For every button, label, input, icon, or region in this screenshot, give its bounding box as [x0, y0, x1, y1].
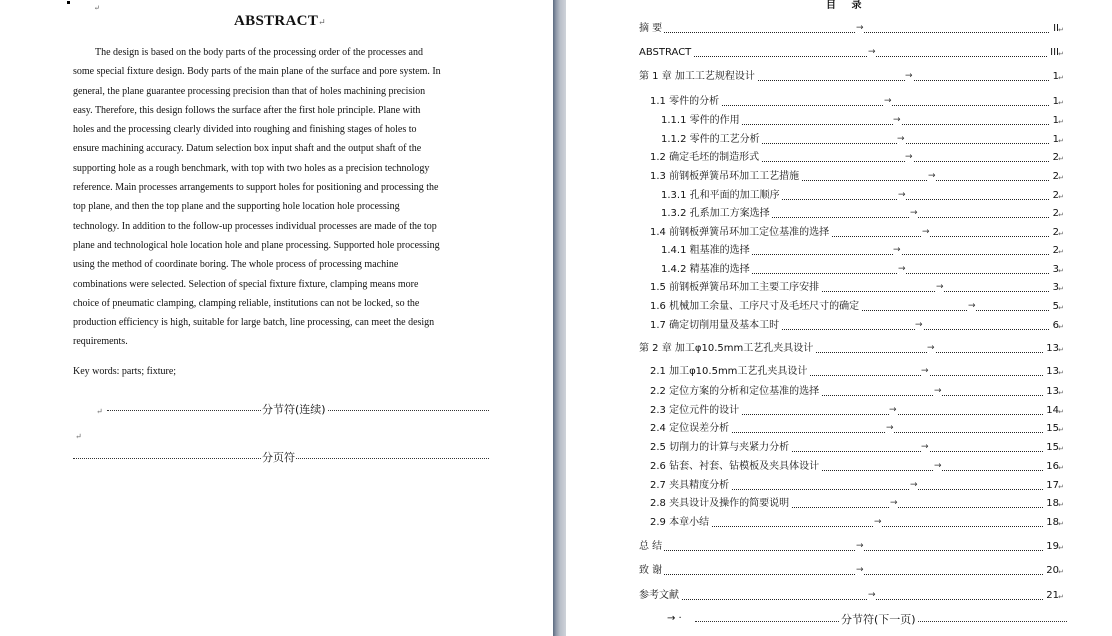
toc-entry-page-number: III [1050, 47, 1059, 58]
tab-arrow-icon: → [897, 134, 905, 144]
abstract-line: some special fixture design. Body parts of the main plane of the surface and pore system. In [73, 66, 441, 78]
toc-entry-page-number: 18 [1046, 517, 1059, 528]
toc-entry-label: 1.6 机械加工余量、工序尺寸及毛坯尺寸的确定 [650, 301, 860, 312]
toc-dot-leader [670, 105, 1049, 106]
toc-entry-page-number: 20 [1046, 565, 1059, 576]
tab-arrow-icon: → [856, 541, 864, 551]
toc-entry-label: 1.3 前钢板弹簧吊环加工工艺措施 [650, 171, 800, 182]
paragraph-mark-icon: ↵ [1058, 346, 1064, 354]
tab-arrow-icon: → [905, 152, 913, 162]
toc-dot-leader [670, 526, 1049, 527]
toc-dot-leader [659, 56, 1049, 57]
tab-arrow-icon: → [915, 320, 923, 330]
toc-entry[interactable] [639, 589, 1064, 603]
toc-entry-label: 2.4 定位误差分析 [650, 423, 730, 434]
paragraph-mark-icon: ↵ [1058, 99, 1064, 107]
toc-entry-label: 1.3.2 孔系加工方案选择 [661, 208, 770, 219]
tab-arrow-icon: → [910, 480, 918, 490]
toc-entry[interactable] [650, 497, 1064, 511]
paragraph-mark-icon: ↵ [1058, 248, 1064, 256]
toc-entry-page-number: 1 [1052, 115, 1059, 126]
toc-entry-label: 1.4.1 粗基准的选择 [661, 245, 750, 256]
toc-entry-page-number: 3 [1052, 264, 1059, 275]
toc-entry-label: 2.2 定位方案的分析和定位基准的选择 [650, 386, 820, 397]
toc-entry-label: 第 2 章 加工φ10.5mm工艺孔夹具设计 [639, 343, 814, 354]
abstract-line: top plane, and then the top plane and the supporting hole location hole processing [73, 201, 400, 213]
toc-entry[interactable] [639, 540, 1064, 554]
paragraph-mark-icon: ↵ [1058, 230, 1064, 238]
toc-entry-label: 摘 要 [639, 23, 663, 34]
abstract-line: production efficiency is high, suitable for large batch, line processing, can meet the design [73, 317, 435, 329]
toc-entry-label: 2.3 定位元件的设计 [650, 405, 740, 416]
toc-entry[interactable] [650, 479, 1064, 493]
toc-entry-page-number: 13 [1046, 343, 1059, 354]
abstract-line: The design is based on the body parts of the processing order of the processes and [95, 47, 423, 58]
tab-arrow-icon: → [868, 47, 876, 57]
tab-arrow-icon: → [905, 71, 913, 81]
paragraph-mark-icon: ↵ [1058, 74, 1064, 82]
tab-arrow-icon: → [893, 115, 901, 125]
paragraph-mark-icon: ↵ [1058, 445, 1064, 453]
paragraph-mark-icon: ↵ [1058, 304, 1064, 312]
toc-entry-label: 致 谢 [639, 565, 663, 576]
toc-entry-label: 2.5 切削力的计算与夹紧力分析 [650, 442, 790, 453]
paragraph-mark-icon: ↵ [1058, 426, 1064, 434]
abstract-line: holes and the processing clearly divided into roughing and finishing stages of holes to [73, 124, 417, 136]
toc-entry-page-number: 2 [1052, 227, 1059, 238]
toc-entry[interactable] [650, 365, 1064, 379]
abstract-line: plane and technological hole location hole and plane processing. Supported hole processing [73, 239, 440, 251]
toc-entry[interactable] [650, 300, 1064, 314]
paragraph-mark-icon: ↵ [1058, 193, 1064, 201]
toc-entry[interactable] [650, 319, 1064, 333]
toc-title: 目 录 [826, 0, 868, 11]
toc-entry-page-number: 15 [1046, 423, 1059, 434]
tab-arrow-icon: → [927, 343, 935, 353]
section-break-label: 分节符(下一页) [841, 613, 916, 626]
toc-entry-label: 参考文献 [639, 590, 679, 601]
tab-arrow-icon: → [898, 190, 906, 200]
tab-arrow-icon: → [921, 442, 929, 452]
toc-entry-page-number: 16 [1046, 461, 1059, 472]
toc-entry-label: 第 1 章 加工工艺规程设计 [639, 71, 755, 82]
toc-entry-page-number: 1 [1052, 96, 1059, 107]
page-separator [553, 0, 566, 636]
tab-arrow-icon: → [868, 590, 876, 600]
paragraph-mark-icon: ↵ [1058, 464, 1064, 472]
abstract-line: choice of pneumatic clamping, clamping reliable, institutions can not be locked, so the [73, 297, 420, 309]
toc-entry-label: 1.7 确定切削用量及基本工时 [650, 320, 780, 331]
paragraph-mark-icon: ↵ [75, 432, 82, 441]
section-break-label: 分节符(连续) [262, 403, 326, 416]
toc-entry[interactable] [661, 263, 1064, 277]
toc-entry[interactable] [650, 422, 1064, 436]
toc-entry-label: 2.1 加工φ10.5mm工艺孔夹具设计 [650, 366, 808, 377]
toc-entry[interactable] [650, 460, 1064, 474]
tab-arrow-icon: → [856, 23, 864, 33]
tab-arrow-icon: → · [667, 613, 682, 624]
tab-arrow-icon: → [884, 96, 892, 106]
toc-entry[interactable] [639, 70, 1064, 84]
paragraph-mark-icon: ↵ [1058, 544, 1064, 552]
toc-entry[interactable] [661, 244, 1064, 258]
page-break[interactable] [73, 451, 489, 465]
paragraph-mark-icon: ↵ [1058, 389, 1064, 397]
section-break-continuous[interactable] [73, 403, 489, 417]
toc-entry-page-number: 14 [1046, 405, 1059, 416]
paragraph-mark-icon: ↵ [1058, 369, 1064, 377]
toc-entry[interactable] [650, 281, 1064, 295]
toc-entry-label: 1.2 确定毛坯的制造形式 [650, 152, 760, 163]
toc-entry[interactable] [650, 226, 1064, 240]
toc-entry-label: 2.8 夹具设计及操作的简要说明 [650, 498, 790, 509]
toc-dot-leader [659, 550, 1049, 551]
abstract-line: general, the plane guarantee processing precision than that of holes machining precision [73, 85, 426, 97]
paragraph-mark-icon: ↵ [1058, 593, 1064, 601]
toc-entry-label: 2.7 夹具精度分析 [650, 480, 730, 491]
tab-arrow-icon: → [910, 208, 918, 218]
tab-arrow-icon: → [934, 386, 942, 396]
paragraph-mark-icon: ↵ [1058, 483, 1064, 491]
paragraph-mark-icon: ↵ [1058, 568, 1064, 576]
toc-entry-label: 1.4.2 精基准的选择 [661, 264, 750, 275]
toc-entry[interactable] [639, 342, 1064, 356]
toc-entry-page-number: 5 [1052, 301, 1059, 312]
abstract-body[interactable] [73, 43, 491, 352]
page-break-label: 分页符 [262, 451, 295, 464]
abstract-line: requirements. [73, 336, 128, 348]
toc-entry-label: 1.5 前钢板弹簧吊环加工主要工序安排 [650, 282, 820, 293]
tab-arrow-icon: → [898, 264, 906, 274]
toc-entry-label: 1.4 前钢板弹簧吊环加工定位基准的选择 [650, 227, 830, 238]
paragraph-mark-icon: ↵ [96, 407, 103, 416]
toc-entry-label: 2.9 本章小结 [650, 517, 710, 528]
abstract-line: supporting hole as a rough benchmark, with top with two holes as a precision technology [73, 162, 430, 174]
abstract-line: combinations were selected. Selection of special fixture fixture, clamping means more [73, 278, 419, 290]
toc-entry-page-number: 21 [1046, 590, 1059, 601]
cursor-marker [67, 1, 70, 4]
abstract-line: reference. Main processes arrangements to support holes for positioning and processing the [73, 182, 439, 194]
tab-arrow-icon: → [890, 498, 898, 508]
toc-entry[interactable] [661, 207, 1064, 221]
paragraph-mark-icon: ↵ [1058, 285, 1064, 293]
keywords-line: Key words: parts; fixture; [73, 366, 177, 377]
toc-entry-page-number: 3 [1052, 282, 1059, 293]
toc-entry-page-number: 13 [1046, 366, 1059, 377]
paragraph-mark-icon: ↵ [1058, 408, 1064, 416]
paragraph-mark-icon: ↵ [1058, 137, 1064, 145]
abstract-line: technology. In addition to the follow-up processes individual processes are made of the top [73, 220, 437, 232]
toc-entry[interactable] [661, 114, 1064, 128]
toc-entry-page-number: 2 [1052, 245, 1059, 256]
toc-entry[interactable] [639, 564, 1064, 578]
toc-entry-page-number: 19 [1046, 541, 1059, 552]
paragraph-mark-icon: ↵ [1058, 520, 1064, 528]
toc-entry-label: ABSTRACT [639, 47, 692, 58]
toc-entry-label: 1.3.1 孔和平面的加工顺序 [661, 190, 780, 201]
tab-arrow-icon: → [936, 282, 944, 292]
paragraph-mark-icon: ↵ [1058, 26, 1064, 34]
toc-entry-page-number: 13 [1046, 386, 1059, 397]
toc-entry[interactable] [650, 385, 1064, 399]
paragraph-mark-icon: ↵ [1058, 155, 1064, 163]
abstract-heading [0, 13, 560, 30]
tab-arrow-icon: → [856, 565, 864, 575]
tab-arrow-icon: → [893, 245, 901, 255]
toc-entry[interactable] [650, 441, 1064, 455]
toc-entry-page-number: 1 [1052, 134, 1059, 145]
abstract-line: ensure machining accuracy. Datum selection box input shaft and the output shaft of the [73, 143, 422, 155]
toc-entry[interactable] [639, 22, 1064, 36]
abstract-line: using the method of coordinate boring. The whole process of processing machine [73, 259, 399, 271]
toc-dot-leader [659, 599, 1049, 600]
toc-entry[interactable] [650, 95, 1064, 109]
toc-entry[interactable] [661, 189, 1064, 203]
toc-entry[interactable] [650, 170, 1064, 184]
toc-entry-page-number: 18 [1046, 498, 1059, 509]
tab-arrow-icon: → [934, 461, 942, 471]
tab-arrow-icon: → [922, 227, 930, 237]
toc-entry-label: 1.1 零件的分析 [650, 96, 720, 107]
toc-entry-page-number: 6 [1052, 320, 1059, 331]
toc-entry-label: 1.1.2 零件的工艺分析 [661, 134, 760, 145]
paragraph-mark-icon: ↵ [1058, 174, 1064, 182]
toc-dot-leader [659, 32, 1049, 33]
toc-dot-leader [659, 574, 1049, 575]
paragraph-mark-icon: ↵ [1058, 50, 1064, 58]
toc-entry-label: 1.1.1 零件的作用 [661, 115, 740, 126]
toc-entry-page-number: II [1053, 23, 1059, 34]
tab-arrow-icon: → [928, 171, 936, 181]
paragraph-mark-icon: ↵ [1058, 323, 1064, 331]
toc-entry-page-number: 2 [1052, 171, 1059, 182]
tab-arrow-icon: → [921, 366, 929, 376]
paragraph-mark-icon: ↵ [318, 17, 326, 27]
toc-entry-page-number: 15 [1046, 442, 1059, 453]
toc-entry-page-number: 1 [1052, 71, 1059, 82]
section-break-next-page[interactable] [667, 613, 1067, 627]
toc-entry[interactable] [650, 516, 1064, 530]
toc-entry-label: 总 结 [639, 541, 663, 552]
abstract-line: easy. Therefore, this design follows the surface after the first hole principle. Plane with [73, 104, 421, 116]
toc-entry[interactable] [650, 404, 1064, 418]
toc-entry[interactable] [639, 46, 1064, 60]
paragraph-mark-icon: ↵ [1058, 501, 1064, 509]
tab-arrow-icon: → [968, 301, 976, 311]
toc-entry-page-number: 2 [1052, 190, 1059, 201]
toc-entry-label: 2.6 钻套、衬套、钻模板及夹具体设计 [650, 461, 820, 472]
tab-arrow-icon: → [874, 517, 882, 527]
toc-entry[interactable] [661, 133, 1064, 147]
toc-entry[interactable] [650, 151, 1064, 165]
abstract-heading-text: ABSTRACT [234, 13, 319, 29]
tab-arrow-icon: → [886, 423, 894, 433]
toc-entry-page-number: 2 [1052, 208, 1059, 219]
toc-entry-page-number: 2 [1052, 152, 1059, 163]
paragraph-mark-icon: ↵ [94, 4, 100, 12]
tab-arrow-icon: → [889, 405, 897, 415]
paragraph-mark-icon: ↵ [1058, 211, 1064, 219]
toc-entry-page-number: 17 [1046, 480, 1059, 491]
paragraph-mark-icon: ↵ [1058, 267, 1064, 275]
paragraph-mark-icon: ↵ [1058, 118, 1064, 126]
